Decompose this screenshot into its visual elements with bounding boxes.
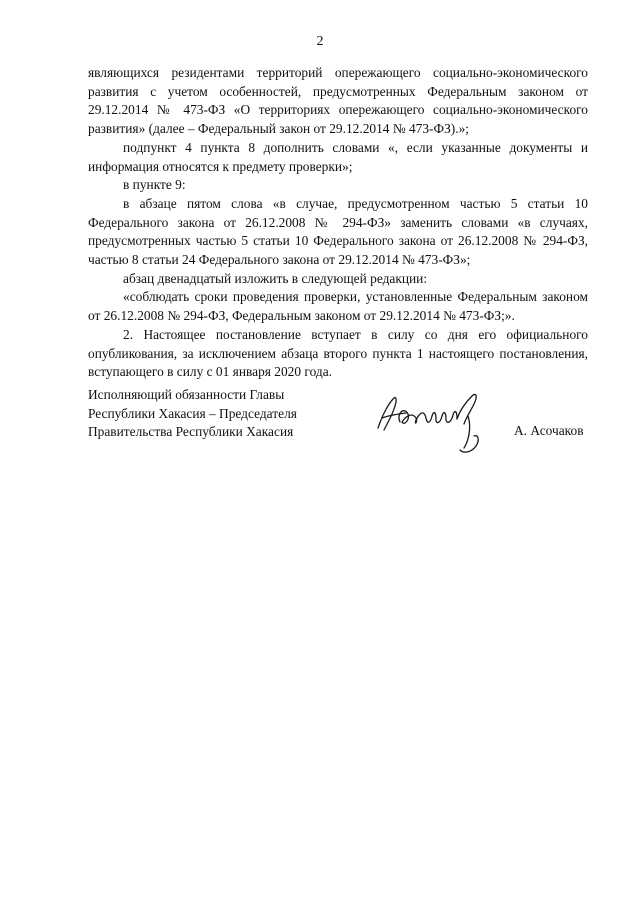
paragraph-abzac-5: в абзаце пятом слова «в случае, предусмотренном частью 5 статьи 10 Федерального закона от 26.12.2008 № 294-ФЗ» заменить словами «в случаях, предусмотренных частью 5 статьи 10 Федерального закона от 26.12.2008 № 294-ФЗ, частью 8 статьи 24 Федерального закона от 29.12.2014 № 473-ФЗ»; xyxy=(88,195,588,268)
paragraph-new-wording: «соблюдать сроки проведения проверки, установленные Федеральным законом от 26.12.2008 № 294-ФЗ, Федеральным законом от 29.12.2014 № 473-ФЗ;». xyxy=(88,289,588,324)
signatory-title-line: Правительства Республики Хакасия xyxy=(88,424,294,440)
page-number: 2 xyxy=(316,34,324,49)
signatory-title xyxy=(88,386,297,442)
paragraph-abzac-12: абзац двенадцатый изложить в следующей редакции: xyxy=(123,270,428,286)
signatory-title-line: Республики Хакасия – Председателя xyxy=(88,405,297,421)
document-body xyxy=(88,64,588,382)
paragraph-continuation: являющихся резидентами территорий опережающего социально-экономического развития с учетом особенностей, предусмотренных Федеральным законом от 29.12.2014 № 473-ФЗ «О территориях опережающего социально-экономического развития» (далее – Федеральный закон от 29.12.2014 № 473-ФЗ).»; xyxy=(88,65,588,137)
paragraph-subclause-4: подпункт 4 пункта 8 дополнить словами «, если указанные документы и информация относятся к предмету проверки»; xyxy=(88,139,588,174)
paragraph-entry-into-force: 2. Настоящее постановление вступает в силу со дня его официального опубликования, за исключением абзаца второго пункта 1 настоящего постановления, вступающего в силу с 01 января 2020 года. xyxy=(88,326,588,380)
signer-name: А. Асочаков xyxy=(514,423,584,438)
handwritten-signature xyxy=(372,388,502,460)
signatory-title-line: Исполняющий обязанности Главы xyxy=(88,387,285,402)
paragraph-clause-9: в пункте 9: xyxy=(123,177,186,193)
